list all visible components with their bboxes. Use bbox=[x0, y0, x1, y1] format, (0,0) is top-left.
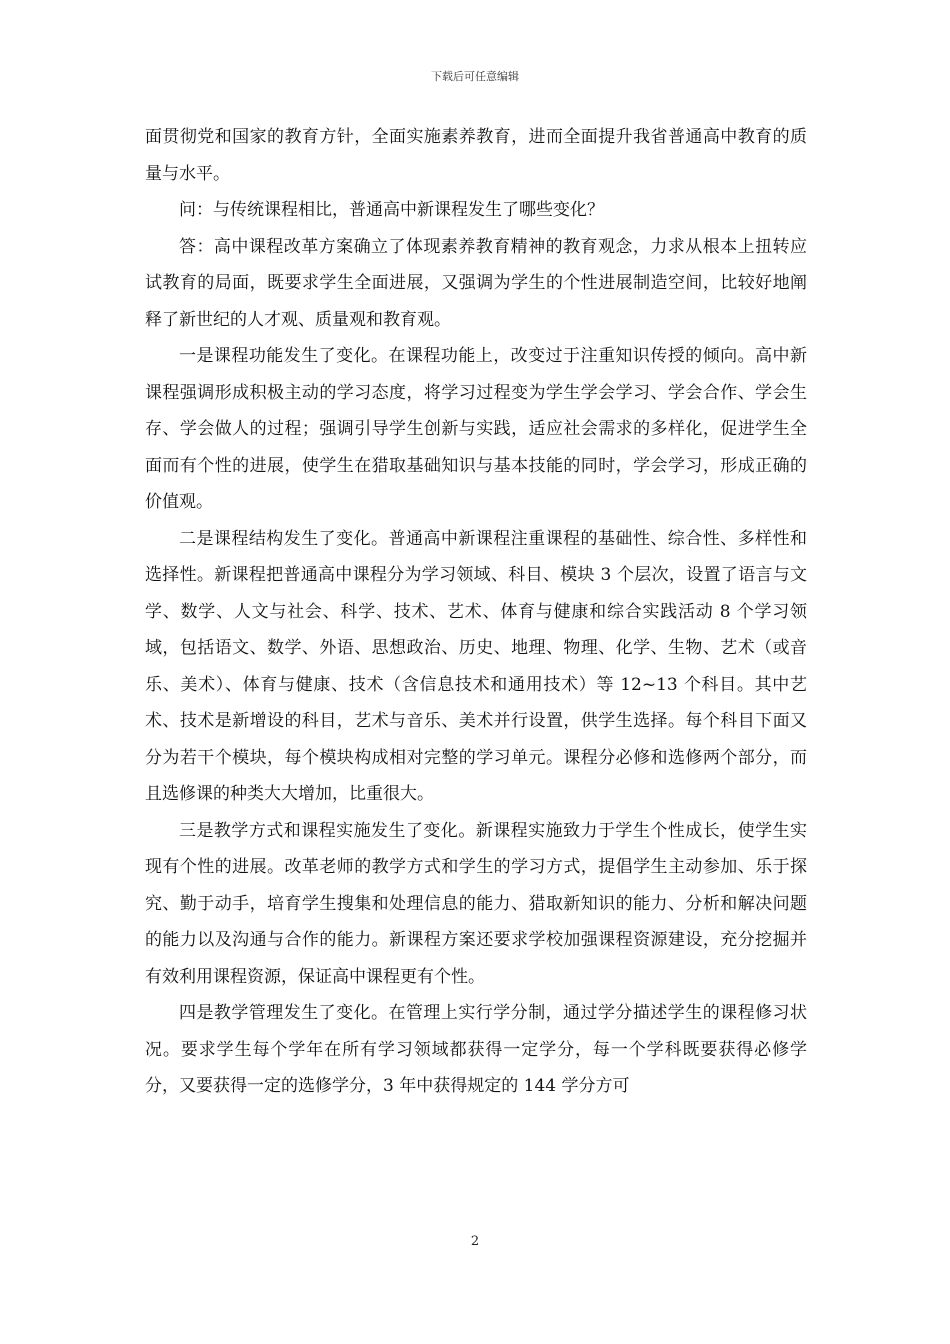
page-header: 下载后可任意编辑 bbox=[431, 70, 519, 83]
paragraph-change-4: 四是教学管理发生了变化。在管理上实行学分制，通过学分描述学生的课程修习状况。要求学生每个学年在所有学习领域都获得一定学分，每一个学科既要获得必修学分，又要获得一定的选修学分，3 年中获得规定的 144 学分方可 bbox=[145, 1003, 807, 1096]
document-body bbox=[145, 119, 807, 1105]
paragraph-answer: 答：高中课程改革方案确立了体现素养教育精神的教育观念，力求从根本上扭转应试教育的局面，既要求学生全面进展，又强调为学生的个性进展制造空间，比较好地阐释了新世纪的人才观、质量观和教育观。 bbox=[145, 236, 807, 330]
paragraph-question: 问：与传统课程相比，普通高中新课程发生了哪些变化？ bbox=[179, 200, 604, 220]
paragraph-change-3: 三是教学方式和课程实施发生了变化。新课程实施致力于学生个性成长，使学生实现有个性的进展。改革老师的教学方式和学生的学习方式，提倡学生主动参加、乐于探究、勤于动手，培育学生搜集和处理信息的能力、猎取新知识的能力、分析和解决问题的能力以及沟通与合作的能力。新课程方案还要求学校加强课程资源建设，充分挖掘并有效利用课程资源，保证高中课程更有个性。 bbox=[145, 820, 807, 987]
paragraph-change-2: 二是课程结构发生了变化。普通高中新课程注重课程的基础性、综合性、多样性和选择性。新课程把普通高中课程分为学习领域、科目、模块 3 个层次，设置了语言与文学、数学、人文与社会、科学、技术、艺术、体育与健康和综合实践活动 8 个学习领域，包括语文、数学、外语、思想政治、历史、地理、物理、化学、生物、艺术（或音乐、美术）、体育与健康、技术（含信息技术和通用技术）等 12~13 个科目。其中艺术、技术是新增设的科目，艺术与音乐、美术并行设置，供学生选择。每个科目下面又分为若干个模块，每个模块构成相对完整的学习单元。课程分必修和选修两个部分，而且选修课的种类大大增加，比重很大。 bbox=[145, 528, 807, 804]
paragraph-continuation: 面贯彻党和国家的教育方针，全面实施素养教育，进而全面提升我省普通高中教育的质量与水平。 bbox=[145, 127, 807, 184]
page-number: 2 bbox=[470, 1234, 480, 1249]
paragraph-change-1: 一是课程功能发生了变化。在课程功能上，改变过于注重知识传授的倾向。高中新课程强调形成积极主动的学习态度，将学习过程变为学生学会学习、学会合作、学会生存、学会做人的过程；强调引导学生创新与实践，适应社会需求的多样化，促进学生全面而有个性的进展，使学生在猎取基础知识与基本技能的同时，学会学习，形成正确的价值观。 bbox=[145, 346, 807, 512]
